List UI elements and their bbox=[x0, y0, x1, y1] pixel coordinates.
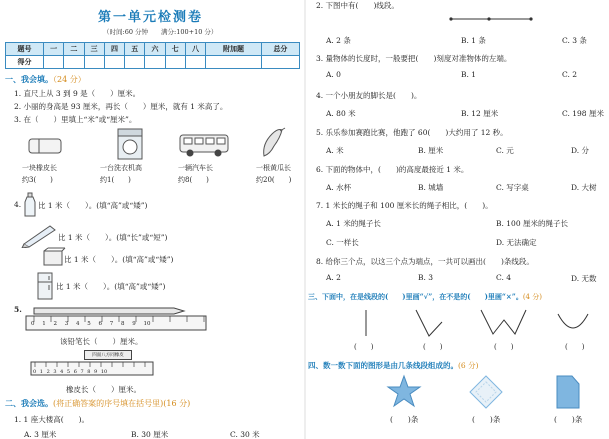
option-2-6-a[interactable]: A. 水杯 bbox=[326, 183, 352, 192]
section-3-blank-2[interactable]: ( ) bbox=[423, 343, 443, 351]
score-header-cell: 附加题 bbox=[206, 43, 262, 56]
score-header-cell: 一 bbox=[44, 43, 64, 56]
option-2-8-d[interactable]: D. 无数 bbox=[571, 274, 597, 283]
section-1-points: （24 分） bbox=[53, 75, 86, 84]
option-2-8-b[interactable]: B. 3 bbox=[418, 273, 434, 282]
option-2-7-d[interactable]: D. 无法确定 bbox=[496, 238, 537, 247]
ruler-1-numbers: 0 1 2 3 4 5 6 7 8 9 10 bbox=[31, 321, 151, 327]
option-2-8-c[interactable]: C. 4 bbox=[496, 273, 512, 282]
score-header-cell: 六 bbox=[145, 43, 165, 56]
section-3-blank-1[interactable]: ( ) bbox=[354, 343, 374, 351]
star-shape bbox=[386, 374, 422, 410]
option-2-2-c[interactable]: C. 3 条 bbox=[562, 36, 587, 45]
option-2-3-a[interactable]: A. 0 bbox=[326, 70, 341, 79]
score-header-cell: 三 bbox=[84, 43, 104, 56]
score-input-cell[interactable] bbox=[64, 56, 84, 69]
section-1-title: 一、我会填。 bbox=[5, 74, 53, 84]
score-input-cell[interactable] bbox=[104, 56, 124, 69]
score-input-cell[interactable] bbox=[206, 56, 262, 69]
fridge-image bbox=[36, 272, 54, 300]
option-2-4-c[interactable]: C. 198 厘米 bbox=[562, 109, 604, 118]
score-table bbox=[5, 42, 300, 69]
question-1-4-d: 比 1 米（ ）。(填“高”或“矮”) bbox=[56, 282, 166, 291]
score-input-cell[interactable] bbox=[261, 56, 299, 69]
section-3-blank-4[interactable]: ( ) bbox=[565, 343, 585, 351]
question-2-5: 5. 乐乐参加赛跑比赛，他跑了 60( )大约用了 12 秒。 bbox=[316, 128, 508, 137]
section-3-points: (4 分) bbox=[522, 293, 542, 301]
option-2-4-a[interactable]: A. 80 米 bbox=[326, 109, 356, 118]
eraser-label: 一块橡皮长 bbox=[22, 164, 57, 172]
option-2-6-d[interactable]: D. 大树 bbox=[571, 183, 597, 192]
pencil-image bbox=[20, 222, 60, 248]
option-2-3-b[interactable]: B. 1 bbox=[461, 70, 477, 79]
bus-label: 一辆汽车长 bbox=[178, 164, 213, 172]
section-3-heading bbox=[308, 292, 542, 302]
option-2-7-a[interactable]: A. 1 米的绳子长 bbox=[326, 219, 381, 228]
option-2-6-b[interactable]: B. 城墙 bbox=[418, 183, 444, 192]
option-2-1-b[interactable]: B. 30 厘米 bbox=[131, 430, 169, 439]
option-2-6-c[interactable]: C. 写字桌 bbox=[496, 183, 529, 192]
left-column bbox=[0, 0, 304, 439]
option-2-3-c[interactable]: C. 2 bbox=[562, 70, 578, 79]
score-header-cell: 八 bbox=[185, 43, 205, 56]
section-1-heading bbox=[5, 74, 86, 85]
eraser-value: 约3( ) bbox=[22, 176, 53, 184]
washer-label: 一台洗衣机高 bbox=[100, 164, 142, 172]
cucumber-label: 一根黄瓜长 bbox=[256, 164, 291, 172]
question-1-3: 3. 在（ ）里填上“米”或“厘米”。 bbox=[14, 115, 137, 124]
section-2-note: (将正确答案的序号填在括号里)(16 分) bbox=[53, 399, 191, 408]
question-1-4-number: 4. bbox=[14, 200, 22, 209]
score-header-cell: 二 bbox=[64, 43, 84, 56]
option-2-7-c[interactable]: C. 一样长 bbox=[326, 238, 359, 247]
score-header-cell: 四 bbox=[104, 43, 124, 56]
score-header-cell: 五 bbox=[125, 43, 145, 56]
diamond-segments-blank[interactable]: ( )条 bbox=[472, 415, 501, 424]
option-2-4-b[interactable]: B. 12 厘米 bbox=[461, 109, 499, 118]
section-4-title: 四、数一数下面的图形是由几条线段组成的。 bbox=[308, 361, 458, 370]
pencil-ruler-figure bbox=[24, 306, 209, 332]
option-2-7-b[interactable]: B. 100 厘米的绳子长 bbox=[496, 219, 568, 228]
segment-figure bbox=[446, 12, 536, 26]
score-header-cell: 总分 bbox=[261, 43, 299, 56]
eraser-on-ruler: 四面八方同橡皮 bbox=[84, 350, 132, 360]
score-input-cell[interactable] bbox=[44, 56, 64, 69]
section-4-points: (6 分) bbox=[458, 361, 479, 370]
score-header-cell: 七 bbox=[165, 43, 185, 56]
question-2-6: 6. 下面的物体中，( )的高度最接近 1 米。 bbox=[316, 165, 469, 174]
option-2-5-a[interactable]: A. 米 bbox=[326, 146, 344, 155]
question-2-8: 8. 给你三个点，以这三个点为端点，一共可以画出( )条线段。 bbox=[316, 257, 534, 266]
score-row bbox=[6, 56, 300, 69]
question-1-4-a: 比 1 米（ ）。(填“高”或“矮”) bbox=[38, 201, 148, 210]
question-2-2: 2. 下图中有( )线段。 bbox=[316, 1, 399, 10]
question-1-5-number: 5. bbox=[14, 305, 22, 314]
eraser-image bbox=[25, 131, 65, 159]
option-2-1-a[interactable]: A. 3 厘米 bbox=[24, 430, 57, 439]
option-2-5-c[interactable]: C. 元 bbox=[496, 146, 514, 155]
subtitle: （时间:60 分钟 满分:100+10 分） bbox=[103, 28, 218, 36]
cucumber-value: 约20( ) bbox=[256, 176, 292, 184]
cut-corner-shape bbox=[554, 374, 582, 410]
score-input-cell[interactable] bbox=[125, 56, 145, 69]
section-2-heading bbox=[5, 398, 190, 409]
section-3-figures bbox=[336, 308, 606, 342]
section-3-blank-3[interactable]: ( ) bbox=[494, 343, 514, 351]
shape3-segments-blank[interactable]: ( )条 bbox=[554, 415, 583, 424]
section-4-heading bbox=[308, 360, 479, 371]
washer-value: 约1( ) bbox=[100, 176, 131, 184]
score-input-cell[interactable] bbox=[185, 56, 205, 69]
question-1-4-c: 比 1 米（ ）。(填“高”或“矮”) bbox=[64, 255, 174, 264]
score-input-cell[interactable] bbox=[84, 56, 104, 69]
bottle-image bbox=[23, 192, 37, 218]
eraser-length-question: 橡皮长（ ）厘米。 bbox=[66, 385, 141, 394]
score-input-cell[interactable] bbox=[145, 56, 165, 69]
score-header-row bbox=[6, 43, 300, 56]
cucumber-image bbox=[258, 126, 288, 160]
ruler-2-numbers: 0 1 2 3 4 5 6 7 8 9 10 bbox=[33, 369, 108, 375]
star-segments-blank[interactable]: ( )条 bbox=[390, 415, 419, 424]
question-1-2: 2. 小丽的身高是 93 厘米，再长（ ）厘米，就有 1 米高了。 bbox=[14, 102, 228, 111]
right-column bbox=[306, 0, 609, 439]
score-input-cell[interactable] bbox=[165, 56, 185, 69]
question-2-7: 7. 1 米长的绳子和 100 厘米长的绳子相比，( )。 bbox=[316, 201, 493, 210]
question-2-3: 3. 量物体的长度时，一般要把( )刻度对准物体的左端。 bbox=[316, 54, 512, 63]
bus-image bbox=[178, 131, 230, 159]
option-2-2-b[interactable]: B. 1 条 bbox=[461, 36, 486, 45]
option-2-5-d[interactable]: D. 分 bbox=[571, 146, 590, 155]
section-2-title: 二、我会选。 bbox=[5, 398, 53, 408]
question-1-4-b: 比 1 米（ ）。(填“长”或“短”) bbox=[58, 233, 168, 242]
option-2-1-c[interactable]: C. 30 米 bbox=[230, 430, 260, 439]
washing-machine-image bbox=[113, 127, 147, 161]
pencil-length-question: 该铅笔长（ ）厘米。 bbox=[60, 337, 143, 346]
section-3-title: 三、下面中，在是线段的( )里画“√”，在不是的( )里画“×”。 bbox=[308, 292, 523, 301]
question-1-1: 1. 直尺上从 3 到 9 是（ ）厘米。 bbox=[14, 89, 141, 98]
question-2-1: 1. 1 座大楼高( )。 bbox=[14, 415, 90, 424]
page-title: 第一单元检测卷 bbox=[98, 10, 204, 25]
question-2-4: 4. 一个小朋友的脚长是( )。 bbox=[316, 91, 422, 100]
desk-image bbox=[42, 247, 66, 269]
score-row-label: 得分 bbox=[6, 56, 44, 69]
bus-value: 约8( ) bbox=[178, 176, 209, 184]
diamond-shape bbox=[468, 374, 504, 410]
option-2-5-b[interactable]: B. 厘米 bbox=[418, 146, 444, 155]
option-2-8-a[interactable]: A. 2 bbox=[326, 273, 341, 282]
option-2-2-a[interactable]: A. 2 条 bbox=[326, 36, 351, 45]
score-header-cell: 题号 bbox=[6, 43, 44, 56]
